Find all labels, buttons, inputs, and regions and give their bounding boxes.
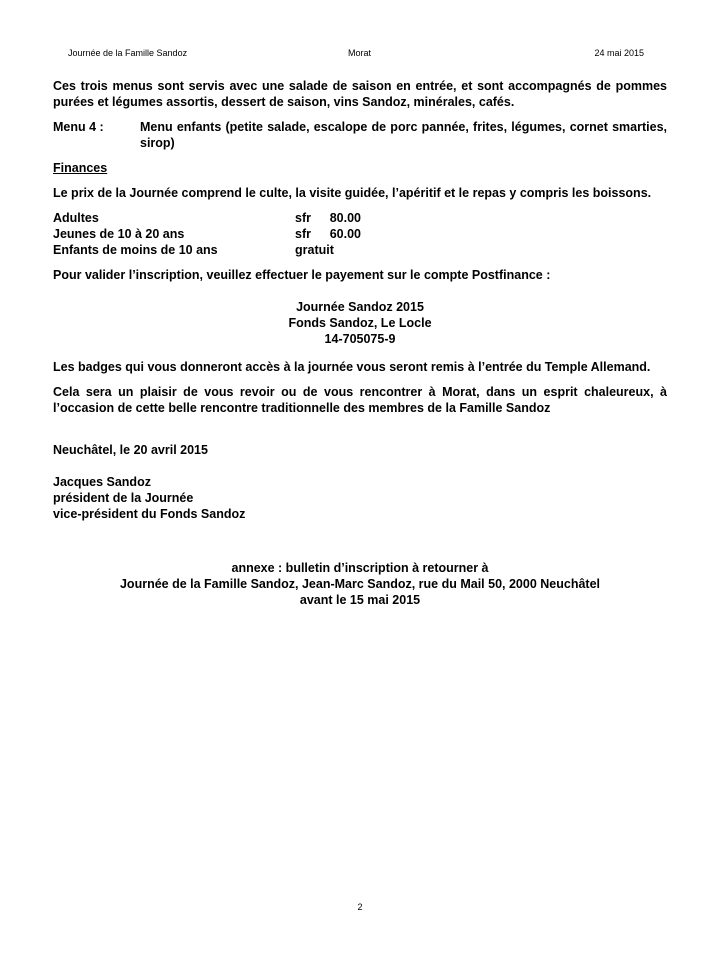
finances-description: Le prix de la Journée comprend le culte, la visite guidée, l’apéritif et le repas y compris les boissons. xyxy=(53,186,652,200)
header-title: Journée de la Famille Sandoz xyxy=(68,48,188,58)
badges-paragraph: Les badges qui vous donneront accès à la journée vous seront remis à l’entrée du Temple Allemand. xyxy=(53,360,651,374)
finances-heading xyxy=(53,160,667,176)
menus-intro-paragraph: Ces trois menus sont servis avec une salade de saison en entrée, et sont accompagnés de pommes purées et légumes assortis, dessert de saison, vins Sandoz, minérales, cafés. xyxy=(53,79,667,109)
signatory-role-1: président de la Journée xyxy=(53,491,194,505)
annexe-block xyxy=(53,560,667,608)
price-currency: sfr xyxy=(295,227,311,241)
price-category: Adultes xyxy=(53,211,99,225)
price-row-adults xyxy=(53,210,667,226)
header-location: Morat xyxy=(348,48,372,58)
annexe-line-1: annexe : bulletin d’inscription à retourner à xyxy=(231,561,489,575)
price-amount: 80.00 xyxy=(329,211,361,225)
price-category: Jeunes de 10 à 20 ans xyxy=(53,227,185,241)
place-date: Neuchâtel, le 20 avril 2015 xyxy=(53,443,208,457)
menu-4-item xyxy=(53,119,667,151)
menu-4-description: Menu enfants (petite salade, escalope de porc pannée, frites, légumes, cornet smarties, sirop) xyxy=(140,120,667,150)
price-amount: 60.00 xyxy=(329,227,361,241)
price-amount: gratuit xyxy=(295,243,334,257)
payment-account-block xyxy=(53,299,667,347)
page-header xyxy=(68,48,644,62)
signature-block xyxy=(53,474,667,522)
annexe-line-3: avant le 15 mai 2015 xyxy=(299,593,421,607)
signatory-role-2: vice-président du Fonds Sandoz xyxy=(53,507,246,521)
finances-heading-text: Finances xyxy=(53,161,108,175)
document-body xyxy=(53,78,667,608)
closing-paragraph: Cela sera un plaisir de vous revoir ou de vous rencontrer à Morat, dans un esprit chaleureux, à l’occasion de cette belle rencontre traditionnelle des membres de la Famille Sandoz xyxy=(53,385,667,415)
price-row-children xyxy=(53,242,667,258)
annexe-line-2: Journée de la Famille Sandoz, Jean-Marc Sandoz, rue du Mail 50, 2000 Neuchâtel xyxy=(119,577,601,591)
account-number: 14-705075-9 xyxy=(324,332,396,346)
price-row-youth xyxy=(53,226,667,242)
menu-4-label: Menu 4 : xyxy=(53,120,104,134)
signatory-name: Jacques Sandoz xyxy=(53,475,151,489)
page-number: 2 xyxy=(357,902,363,912)
account-holder: Fonds Sandoz, Le Locle xyxy=(288,316,432,330)
payment-instruction: Pour valider l’inscription, veuillez effectuer le payement sur le compte Postfinance : xyxy=(53,268,551,282)
price-category: Enfants de moins de 10 ans xyxy=(53,243,218,257)
header-date: 24 mai 2015 xyxy=(594,48,644,58)
price-currency: sfr xyxy=(295,211,311,225)
account-name: Journée Sandoz 2015 xyxy=(296,300,424,314)
price-table xyxy=(53,210,667,258)
